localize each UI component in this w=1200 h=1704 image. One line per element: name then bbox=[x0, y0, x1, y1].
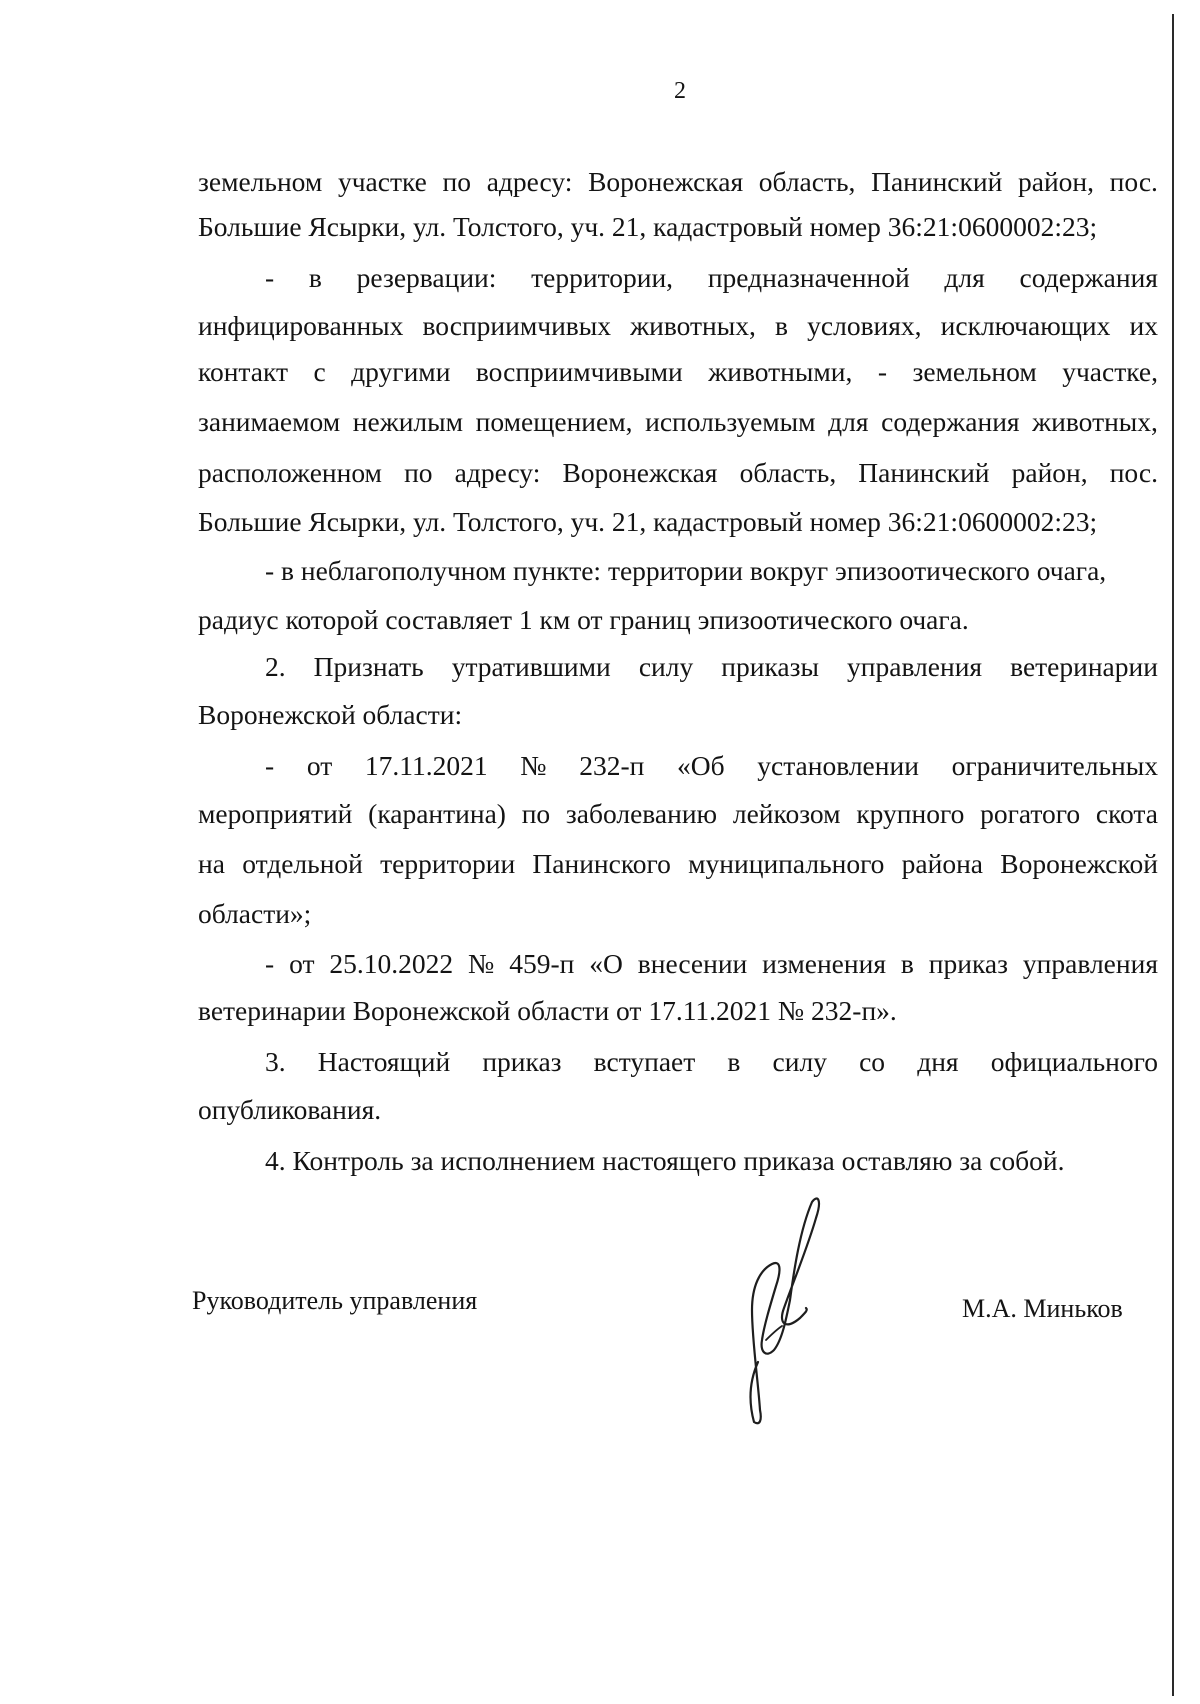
word: 25.10.2022 bbox=[329, 948, 454, 979]
word: приказы bbox=[721, 651, 819, 682]
word: приказ bbox=[928, 948, 1008, 979]
body-text-line bbox=[198, 356, 1158, 388]
word: отдельной bbox=[242, 848, 363, 879]
word: другими bbox=[351, 356, 451, 387]
body-text-line: ветеринарии Воронежской области от 17.11.2021 № 232-п». bbox=[198, 995, 897, 1026]
word: скота bbox=[1095, 798, 1158, 829]
word: адресу: bbox=[454, 457, 541, 488]
word: силу bbox=[638, 651, 694, 682]
word: расположенном bbox=[198, 457, 382, 488]
word: утратившими bbox=[451, 651, 611, 682]
word: пос. bbox=[1109, 457, 1158, 488]
word: помещением, bbox=[475, 406, 633, 437]
word: содержания bbox=[1019, 262, 1158, 293]
body-text-line bbox=[198, 310, 1158, 342]
signatory-position: Руководитель управления bbox=[192, 1286, 478, 1315]
word: в bbox=[727, 1046, 741, 1077]
word: вступает bbox=[593, 1046, 696, 1077]
word: инфицированных bbox=[198, 310, 404, 341]
word: их bbox=[1129, 310, 1158, 341]
word: района bbox=[901, 848, 984, 879]
word: территории, bbox=[531, 262, 674, 293]
page-edge-line bbox=[1172, 14, 1174, 1696]
word: - bbox=[265, 262, 275, 293]
word: используемым bbox=[645, 406, 816, 437]
word: управления bbox=[1022, 948, 1158, 979]
word: по bbox=[442, 166, 472, 197]
word: животных, bbox=[630, 310, 756, 341]
body-text-line: Большие Ясырки, ул. Толстого, уч. 21, кадастровый номер 36:21:0600002:23; bbox=[198, 211, 1098, 242]
word: внесении bbox=[637, 948, 748, 979]
word: 232-п bbox=[579, 750, 645, 781]
word: животных, bbox=[1032, 406, 1158, 437]
word: от bbox=[289, 948, 315, 979]
page-number: 2 bbox=[674, 78, 686, 104]
handwritten-signature bbox=[690, 1190, 830, 1430]
word: изменения bbox=[762, 948, 886, 979]
word: территории bbox=[380, 848, 516, 879]
word: в bbox=[775, 310, 789, 341]
body-text-line bbox=[265, 1046, 1158, 1078]
word: ветеринарии bbox=[1010, 651, 1158, 682]
word: - bbox=[265, 750, 275, 781]
word: Воронежской bbox=[1000, 848, 1158, 879]
word: предназначенной bbox=[707, 262, 910, 293]
word: - bbox=[265, 948, 275, 979]
word: муниципального bbox=[688, 848, 885, 879]
body-text-line bbox=[265, 651, 1158, 683]
word: лейкозом bbox=[732, 798, 841, 829]
word: приказ bbox=[482, 1046, 562, 1077]
word: восприимчивых bbox=[422, 310, 612, 341]
word: дня bbox=[917, 1046, 959, 1077]
word: Признать bbox=[313, 651, 424, 682]
word: область, bbox=[758, 166, 856, 197]
word: условиях, bbox=[807, 310, 922, 341]
word: Воронежская bbox=[588, 166, 744, 197]
word: район, bbox=[1011, 457, 1088, 488]
body-text-line bbox=[198, 457, 1158, 489]
body-text-line bbox=[265, 750, 1158, 782]
word: резервации: bbox=[356, 262, 497, 293]
signatory-name: М.А. Миньков bbox=[962, 1294, 1123, 1323]
word: пос. bbox=[1109, 166, 1158, 197]
body-text-line bbox=[265, 948, 1158, 980]
word: земельном bbox=[912, 356, 1037, 387]
word: адресу: bbox=[486, 166, 573, 197]
word: Панинский bbox=[871, 166, 1003, 197]
word: исключающих bbox=[940, 310, 1111, 341]
word: Панинский bbox=[858, 457, 990, 488]
word: Воронежская bbox=[562, 457, 718, 488]
word: со bbox=[859, 1046, 886, 1077]
word: восприимчивыми bbox=[475, 356, 683, 387]
body-text-line bbox=[265, 262, 1158, 294]
word: для bbox=[828, 406, 869, 437]
word: по bbox=[404, 457, 433, 488]
word: земельном bbox=[198, 166, 323, 197]
word: 17.11.2021 bbox=[364, 750, 488, 781]
word: № bbox=[468, 948, 495, 979]
word: заболеванию bbox=[565, 798, 718, 829]
body-text-line bbox=[198, 406, 1158, 438]
body-text-line bbox=[198, 166, 1158, 198]
word: от bbox=[306, 750, 333, 781]
word: участке bbox=[337, 166, 427, 197]
word: 3. bbox=[265, 1046, 286, 1077]
word: управления bbox=[847, 651, 983, 682]
body-text-line: радиус которой составляет 1 км от границ эпизоотического очага. bbox=[198, 604, 969, 635]
word: установлении bbox=[757, 750, 919, 781]
word: 2. bbox=[265, 651, 286, 682]
word: контакт bbox=[198, 356, 289, 387]
word: область, bbox=[739, 457, 837, 488]
word: Настоящий bbox=[317, 1046, 451, 1077]
word: официального bbox=[990, 1046, 1158, 1077]
word: рогатого bbox=[980, 798, 1081, 829]
word: содержания bbox=[881, 406, 1020, 437]
word: силу bbox=[772, 1046, 827, 1077]
body-text-line: Большие Ясырки, ул. Толстого, уч. 21, кадастровый номер 36:21:0600002:23; bbox=[198, 506, 1098, 537]
word: на bbox=[198, 848, 225, 879]
word: - bbox=[877, 356, 887, 387]
word: в bbox=[308, 262, 322, 293]
word: «Об bbox=[676, 750, 725, 781]
body-text-line bbox=[198, 848, 1158, 880]
body-text-line bbox=[198, 798, 1158, 830]
word: ограничительных bbox=[951, 750, 1158, 781]
word: нежилым bbox=[352, 406, 464, 437]
body-text-line: области»; bbox=[198, 898, 312, 929]
word: животными, bbox=[708, 356, 853, 387]
body-text-line: Воронежской области: bbox=[198, 699, 463, 730]
word: участке, bbox=[1062, 356, 1158, 387]
word: Панинского bbox=[532, 848, 671, 879]
word: по bbox=[521, 798, 551, 829]
word: с bbox=[313, 356, 326, 387]
word: для bbox=[944, 262, 985, 293]
body-text-line: опубликования. bbox=[198, 1094, 382, 1125]
word: «О bbox=[589, 948, 623, 979]
word: занимаемом bbox=[198, 406, 341, 437]
word: (карантина) bbox=[368, 798, 506, 829]
word: № bbox=[520, 750, 547, 781]
word: мероприятий bbox=[198, 798, 353, 829]
word: 459-п bbox=[509, 948, 575, 979]
body-text-line: - в неблагополучном пункте: территории вокруг эпизоотического очага, bbox=[265, 555, 1107, 586]
word: в bbox=[900, 948, 914, 979]
word: крупного bbox=[856, 798, 965, 829]
body-text-line: 4. Контроль за исполнением настоящего приказа оставляю за собой. bbox=[265, 1145, 1065, 1176]
word: район, bbox=[1017, 166, 1094, 197]
